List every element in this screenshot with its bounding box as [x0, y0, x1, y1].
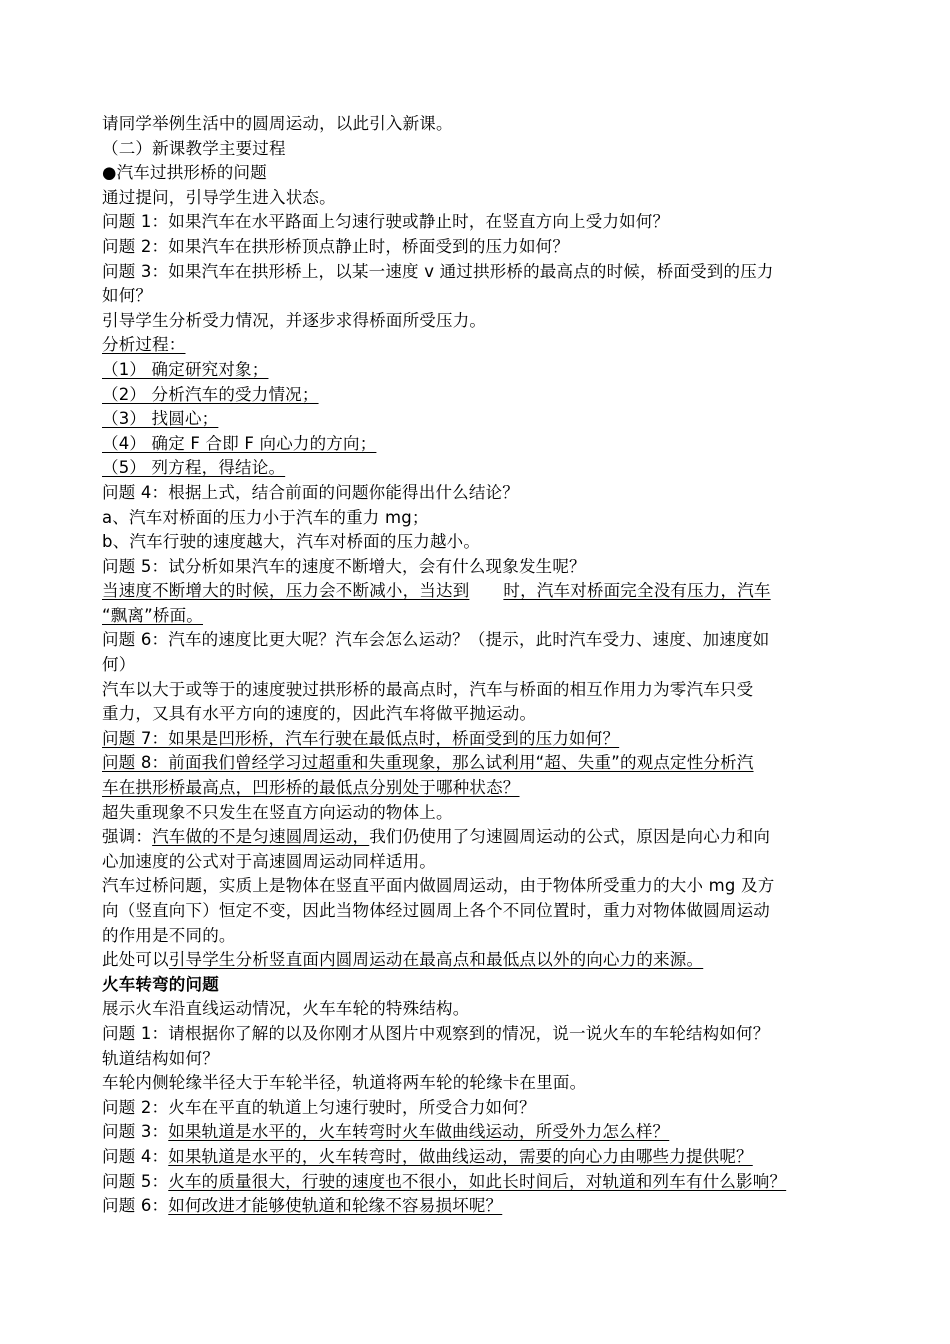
analysis-step: （2） 分析汽车的受力情况；	[102, 384, 319, 404]
text-line: 车轮内侧轮缘半径大于车轮半径，轨道将两车轮的轮缘卡在里面。	[102, 1073, 587, 1093]
question-line: 轨道结构如何？	[102, 1048, 219, 1068]
question-line: 问题 2：火车在平直的轨道上匀速行驶时，所受合力如何？	[102, 1097, 536, 1117]
text-line: 重力，又具有水平方向的速度的，因此汽车将做平抛运动。	[102, 704, 537, 724]
text-line: 通过提问，引导学生进入状态。	[102, 187, 336, 207]
question-line: 车在拱形桥最高点，凹形桥的最低点分别处于哪种状态？	[102, 778, 520, 798]
topic-heading: ●汽车过拱形桥的问题	[102, 163, 267, 183]
analysis-step: （4） 确定 F 合即 F 向心力的方向；	[102, 433, 377, 453]
text-line: 汽车过桥问题，实质上是物体在竖直平面内做圆周运动，由于物体所受重力的大小 mg 及方	[102, 876, 775, 896]
question-line: 问题 1：如果汽车在水平路面上匀速行驶或静止时，在竖直方向上受力如何？	[102, 212, 670, 232]
question-line: 问题 4：如果轨道是水平的，火车转弯时，做曲线运动，需要的向心力由哪些力提供呢？	[102, 1146, 753, 1166]
text-line: 的作用是不同的。	[102, 925, 236, 945]
question-line: 问题 7：如果是凹形桥，汽车行驶在最低点时，桥面受到的压力如何？	[102, 728, 620, 748]
analysis-step: （5） 列方程，得结论。	[102, 458, 286, 478]
emphasis-line: 强调：汽车做的不是匀速圆周运动，我们仍使用了匀速圆周运动的公式，原因是向心力和向	[102, 827, 771, 847]
question-line: 问题 5：试分析如果汽车的速度不断增大，会有什么现象发生呢？	[102, 556, 586, 576]
text-line: 向（竖直向下）恒定不变，因此当物体经过圆周上各个不同位置时，重力对物体做圆周运动	[102, 901, 770, 920]
document-page	[102, 112, 854, 1219]
analysis-step: （1） 确定研究对象；	[102, 359, 269, 379]
question-line: 问题 8：前面我们曾经学习过超重和失重现象，那么试利用“超、失重”的观点定性分析汽	[102, 753, 754, 773]
question-line: 问题 4：根据上式，结合前面的问题你能得出什么结论？	[102, 482, 519, 502]
analysis-heading: 分析过程：	[102, 335, 186, 355]
section-heading: （二）新课教学主要过程	[102, 138, 286, 158]
analysis-step: （3） 找圆心；	[102, 409, 219, 429]
conclusion-line: b、汽车行驶的速度越大，汽车对桥面的压力越小。	[102, 532, 481, 552]
conclusion-line: a、汽车对桥面的压力小于汽车的重力 mg；	[102, 507, 429, 527]
question-line: 如何？	[102, 286, 153, 306]
question-line: 问题 1：请根据你了解的以及你刚才从图片中观察到的情况，说一说火车的车轮结构如何？	[102, 1023, 770, 1043]
text-line: 请同学举例生活中的圆周运动，以此引入新课。	[102, 114, 453, 133]
answer-line: “飘离”桥面。	[102, 605, 203, 625]
question-line: 问题 6：汽车的速度比更大呢？汽车会怎么运动？（提示，此时汽车受力、速度、加速度如	[102, 630, 770, 650]
text-line: 引导学生分析受力情况，并逐步求得桥面所受压力。	[102, 310, 487, 330]
question-line: 问题 3：如果汽车在拱形桥上，以某一速度 v 通过拱形桥的最高点的时候，桥面受到的压力	[102, 261, 774, 281]
question-line: 问题 2：如果汽车在拱形桥顶点静止时，桥面受到的压力如何？	[102, 236, 570, 256]
question-line: 问题 5：火车的质量很大，行驶的速度也不很小，如此长时间后，对轨道和列车有什么影响？	[102, 1171, 787, 1191]
text-line: 展示火车沿直线运动情况，火车车轮的特殊结构。	[102, 999, 470, 1019]
question-line: 何）	[102, 655, 136, 675]
question-line: 问题 3：如果轨道是水平的，火车转弯时火车做曲线运动，所受外力怎么样？	[102, 1122, 670, 1142]
text-line: 超失重现象不只发生在竖直方向运动的物体上。	[102, 802, 453, 822]
text-line: 心加速度的公式对于高速圆周运动同样适用。	[102, 851, 436, 871]
answer-line: 当速度不断增大的时候，压力会不断减小，当达到 时，汽车对桥面完全没有压力，汽车	[102, 581, 771, 601]
topic-heading: 火车转弯的问题	[102, 974, 219, 994]
text-line: 此处可以引导学生分析竖直面内圆周运动在最高点和最低点以外的向心力的来源。	[102, 950, 704, 970]
text-line: 汽车以大于或等于的速度驶过拱形桥的最高点时，汽车与桥面的相互作用力为零汽车只受	[102, 679, 754, 699]
question-line: 问题 6：如何改进才能够使轨道和轮缘不容易损坏呢？	[102, 1196, 503, 1216]
